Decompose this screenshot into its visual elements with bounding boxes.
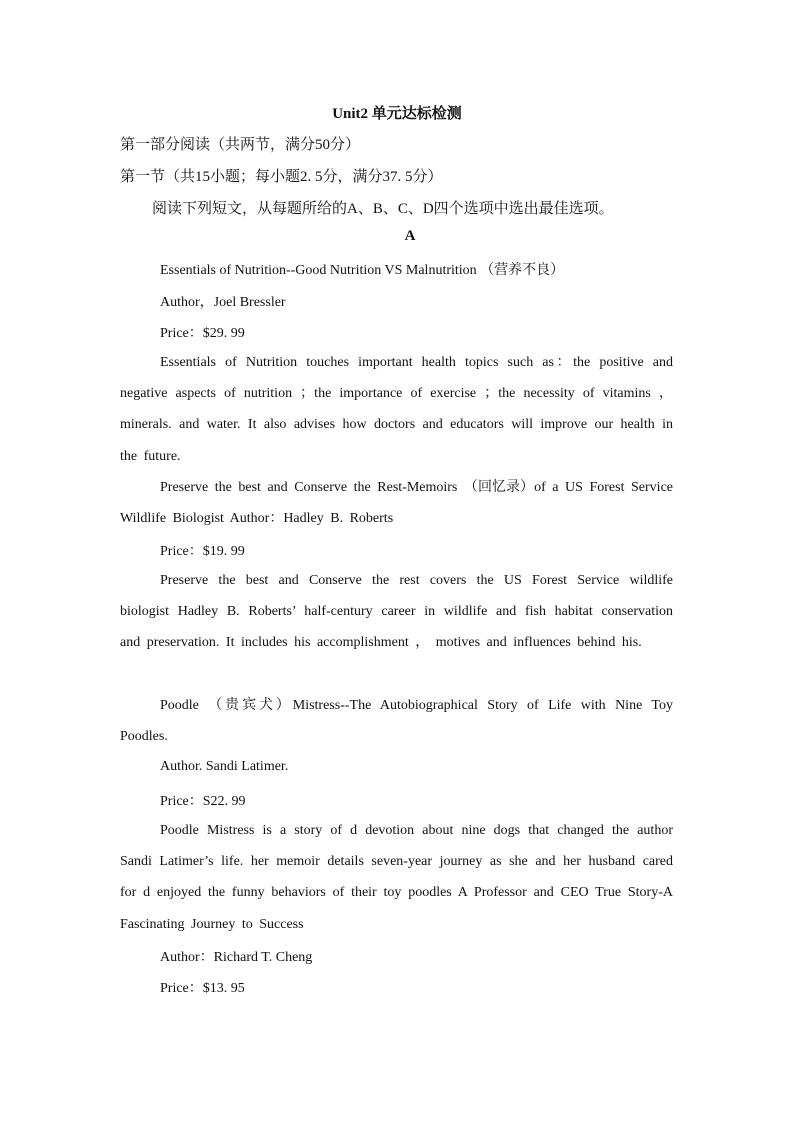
instruction-text: 阅读下列短文，从每题所给的A、B、C、D四个选项中选出最佳选项。 [152,201,614,217]
book1-title: Essentials of Nutrition--Good Nutrition VS Malnutrition （营养不良） [160,263,565,278]
section-heading: 第一节（共15小题；每小题2. 5分，满分37. 5分） [120,169,443,185]
book3-title: Poodle （贵宾犬）Mistress--The Autobiographical Story of Life with Nine Toy Poodles. [120,698,673,745]
document-title: Unit2 单元达标检测 [332,106,462,122]
book3-price: Price：S22. 99 [160,794,246,809]
book4-author: Author：Richard T. Cheng [160,950,313,965]
book3-author: Author. Sandi Latimer. [160,759,289,774]
book1-price: Price：$29. 99 [160,326,245,341]
book4-price: Price：$13. 95 [160,981,245,996]
book3-description: Poodle Mistress is a story of d devotion about nine dogs that changed the author Sandi Latimer’s life. her memoir details seven-year journey as she and her husband cared for d enjoyed the funny behaviors of their toy poodles A Professor and CEO True Story-A Fascinating Journey to Success [120,823,673,932]
book2-description: Preserve the best and Conserve the rest covers the US Forest Service wildlife biologist Hadley B. Roberts’ half-century career in wildlife and fish habitat conservation and preservation. It includes his accomplishment ， motives and influences behind his. [120,573,673,651]
book2-title: Preserve the best and Conserve the Rest-Memoirs （回忆录）of a US Forest Service Wildlife Biologist Author：Hadley B. Roberts [120,480,673,527]
passage-label: A [404,228,416,244]
part-heading: 第一部分阅读（共两节，满分50分） [120,137,361,153]
book1-description: Essentials of Nutrition touches important health topics such as：the positive and negative aspects of nutrition ；the importance of exercise ；the necessity of vitamins ， minerals. and water. It also advises how doctors and educators will improve our health in the future. [120,355,673,464]
book2-price: Price：$19. 99 [160,544,245,559]
book1-author: Author，Joel Bressler [160,295,286,310]
